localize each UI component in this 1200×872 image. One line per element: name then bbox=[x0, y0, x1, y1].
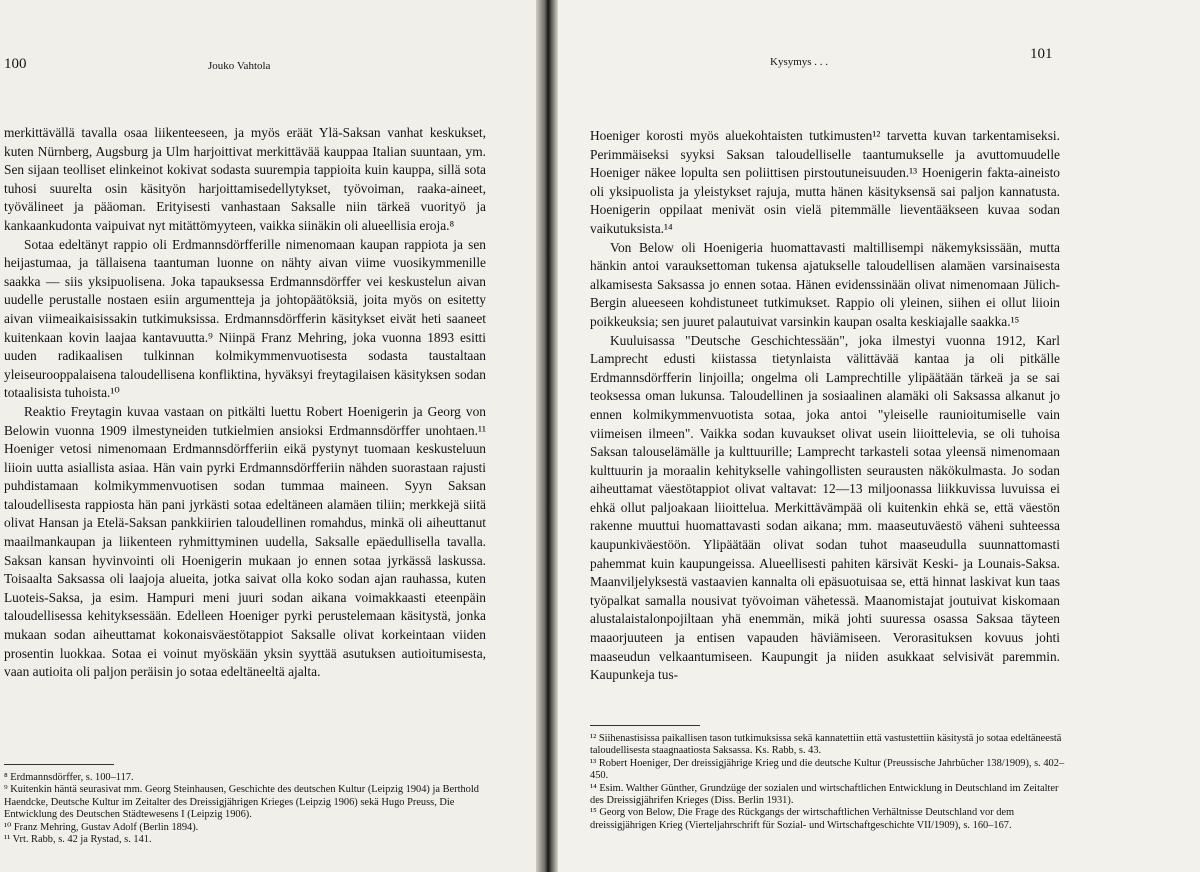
left-paragraph-2: Sotaa edeltänyt rappio oli Erdmannsdörfferille nimenomaan kaupan rappiota ja sen heijastumaa, ja tällaisena taantuman luonne on nähty aivan viime vuosikymmenille saakka — siis yksipuolisena. Joka tapauksessa Erdmannsdörffer vei keskustelun aivan uudelle perustalle nostaen esiin argumentteja ja johtopäätöksiä, joita myös on esitetty aivan viimeaikaisissakin tutkimuksissa. Erdmannsdörfferin käsitykset eivät heti saaneet kuitenkaan kovin laajaa kantavuutta.⁹ Niinpä Franz Mehring, joka vuonna 1893 esitti uuden radikaalisen tulkinnan kolmikymmenvuotisesta sodasta taustaltaan yleiseurooppalaisena taloudellisena konfliktina, hyväksyi freytagilaisen käsityksen sodan totaalisista tuhoista.¹⁰ bbox=[4, 236, 486, 401]
footnote-rule-right bbox=[590, 725, 700, 726]
left-body-text bbox=[4, 124, 486, 682]
footnote-14: ¹⁴ Esim. Walther Günther, Grundzüge der sozialen und wirtschaftlichen Entwicklung in Deutschland im Zeitalter des Dreissigjährifen Krieges (Diss. Berlin 1931). bbox=[590, 782, 1059, 807]
footnote-12: ¹² Siihenastisissa paikallisen tason tutkimuksissa sekä kannatettiin että vastustettiin käsitystä jo sotaa edeltäneestä taloudellisesta staagnaatiosta Saksassa. Ks. Rabb, s. 43. bbox=[590, 733, 1062, 757]
right-paragraph-1: Hoeniger korosti myös aluekohtaisten tutkimusten¹² tarvetta kuvan tarkentamiseksi. Perimmäiseksi syyksi Saksan taloudelliselle taantumukselle ja avuttomuudelle Hoeniger näkee lopulta sen poliittisen pirstoutuneisuuden.¹³ Hoenigerin fakta-aineisto oli yksipuolista ja yleistykset rajuja, mutta hänen käsityksensä sai paljon kannatusta. Hoenigerin oppilaat menivät osin vielä pitemmälle lieventääkseen kuvaa sodan vaikutuksista.¹⁴ bbox=[590, 128, 1060, 236]
footnote-8: ⁸ Erdmannsdörffer, s. 100–117. bbox=[4, 772, 134, 783]
left-footnotes bbox=[4, 772, 482, 846]
footnote-9: ⁹ Kuitenkin häntä seurasivat mm. Georg Steinhausen, Geschichte des deutschen Kultur (Leipzig 1904) ja Berthold Haendcke, Deutsche Kultur im Zeitalter des Dreissigjährigen Krieges (Leipzig 1906) sekä Hugo Preuss, Die Entwicklung des Deutschen Städtewesens I (Leipzig 1906). bbox=[4, 784, 479, 821]
book-gutter bbox=[536, 0, 558, 872]
right-body-text bbox=[590, 127, 1060, 685]
left-page bbox=[0, 0, 546, 872]
footnote-11: ¹¹ Vrt. Rabb, s. 42 ja Rystad, s. 141. bbox=[4, 834, 152, 846]
right-paragraph-2: Von Below oli Hoenigeria huomattavasti maltillisempi näkemyksissään, mutta hänkin antoi varauksettoman tukensa ajatukselle taloudellisen alamäen varsinaisesta alkamisesta Saksassa jo ennen sotaa. Hänen evidenssinään olivat nimenomaan Jülich-Bergin alueeseen kohdistuneet tutkimukset. Rappio oli yleinen, siihen ei ollut liioin poikkeuksia; sen juuret palautuivat varsinkin kaupan osalta keskiajalle saakka.¹⁵ bbox=[590, 239, 1060, 329]
right-footnotes bbox=[590, 733, 1068, 832]
page-number-left: 100 bbox=[4, 56, 27, 72]
right-paragraph-3: Kuuluisassa "Deutsche Geschichtessään", joka ilmestyi vuonna 1912, Karl Lamprecht edusti kiistassa tietynlaista välittävää kantaa ja oli pitkälle Erdmannsdörfferin linjoilla; ongelma oli Lamprechtille ylipäätään tärkeä ja se sai teoksessa oman lukunsa. Taloudellinen ja sosiaalinen alamäki oli Saksassa alkanut jo ennen kolmikymmenvuotista sotaa, joka antoi "yleiselle raunioitumiselle vain viimeisen ilmeen". Vaikka sodan kuvaukset olivat usein liioittelevia, se oli tuhoisa Saksan talouselämälle ja kulttuurille; Lamprecht tarkasteli sotaa yleensä nimenomaan kulttuurin ja moraalin kehitykselle vahingollisten seurausten näkökulmasta. Jo sodan aiheuttamat väestötappiot olivat valtavat: 12—13 miljoonassa liikkuvissa luvuissa ei ehkä ollut paljoakaan liioittelua. Merkittävämpää oli kuitenkin ehkä se, että väestön rakenne muuttui huomattavasti sodan aikana; mm. maaseutuväestö väheni suhteessa kaupunkiväestöön. Ylipäätään olivat sodan tuhot maaseudulla suunnattomasti pahemmat kuin kaupungeissa. Alueellisesti pahiten kärsivät Keski- ja Lounais-Saksa. Maanviljelyksestä vastaavien kannalta oli epäsuotuisaa se, että hinnat laskivat kun taas työpalkat samalla nousivat työvoiman vähetessä. Maanomistajat joutuivat kiskomaan alustalaistalonpojiltaan yhä enemmän, mikä johti suuressa osassa Saksaa täyteen maaorjuuteen ja entisen vapauden häviämiseen. Verorasituksen kovuus johti maaseudun velkaantumiseen. Kaupungit ja niiden asukkaat selvisivät paremmin. Kaupunkeja tus- bbox=[590, 332, 1060, 683]
running-head-author: Jouko Vahtola bbox=[208, 60, 271, 72]
left-paragraph-3: Reaktio Freytagin kuvaa vastaan on pitkälti luettu Robert Hoenigerin ja Georg von Belowin vuonna 1909 ilmestyneiden tutkielmien ansioksi Erdmannsdörffer unohtaen.¹¹ Hoeniger vetosi nimenomaan Erdmannsdörfferiin eikä pystynyt tuomaan keskusteluun liioin uutta asiallista asiaa. Hän vain pyrki Erdmannsdörfferiin nähden suorastaan rajusti puhdistamaan kolmikymmenvuotisen sodan tummaa maineen. Syyn Saksan taloudellisesta rappiosta hän pani jyrkästi sotaa edeltäneen alamäen tiliin; merkkejä siitä olivat Hansan ja Etelä-Saksan pankkiirien taloudellinen romahdus, minkä oli aiheuttanut maailmankaupan ja liikenteen ryhmittyminen uudella, Saksalle epäedullisella tavalla. Saksan kansan hyvinvointi oli Hoenigerin mukaan jo ennen sotaa jyrkässä laskussa. Toisaalta Saksassa oli laajoja alueita, jotka saivat olla koko sodan ajan rauhassa, kuten Luoteis-Saksa, ja esim. Hampuri meni juuri sodan aikana voimakkaasti eteenpäin taloudellisessa kehityksessään. Edelleen Hoeniger pyrki perustelemaan käsitystä, jonka mukaan sodan aiheuttamat kokonaisväestötappiot Saksalle olivat korkeintaan viiden prosentin luokkaa. Sotaa ei voinut myöskään yksin syyttää asutuksen autioitumisesta, vaan autioita oli paljon peräisin jo sotaa edeltäneeltä ajalta. bbox=[4, 403, 486, 680]
footnote-10: ¹⁰ Franz Mehring, Gustav Adolf (Berlin 1894). bbox=[4, 821, 199, 833]
footnote-13: ¹³ Robert Hoeniger, Der dreissigjährige Krieg und die deutsche Kultur (Preussische Jahrbücher 138/1909), s. 402–450. bbox=[590, 757, 1065, 782]
footnote-15: ¹⁵ Georg von Below, Die Frage des Rückgangs der wirtschaftlichen Verhältnisse Deutschland vor dem dreissigjährigen Krieg (Vierteljahrschrift für Sozial- und Wirtschaftgeschichte VII/1909), s. 160–167. bbox=[590, 807, 1015, 831]
page-number-right: 101 bbox=[1030, 46, 1053, 62]
running-head-title: Kysymys . . . bbox=[770, 56, 829, 68]
left-paragraph-1: merkittävällä tavalla osaa liikenteeseen, ja myös eräät Ylä-Saksan vanhat keskukset, kuten Nürnberg, Augsburg ja Ulm harjoittivat merkittävää kauppaa Italian suuntaan, ym. Sen sijaan teolliset elinkeinot kokivat sodasta suurempia tappioita kuin kauppa, sillä sota tuhosi suurelta osin käsityön harjoittamisedellytykset, työvoiman, raaka-aineet, työvälineet ja pääoman. Erityisesti vanhastaan Saksalle niin tärkeä vuorityö ja kankaankudonta vaipuivat nyt mitättömyyteen, vaikka siinäkin oli alueellisia eroja.⁸ bbox=[4, 125, 486, 233]
footnote-rule-left bbox=[4, 764, 114, 765]
